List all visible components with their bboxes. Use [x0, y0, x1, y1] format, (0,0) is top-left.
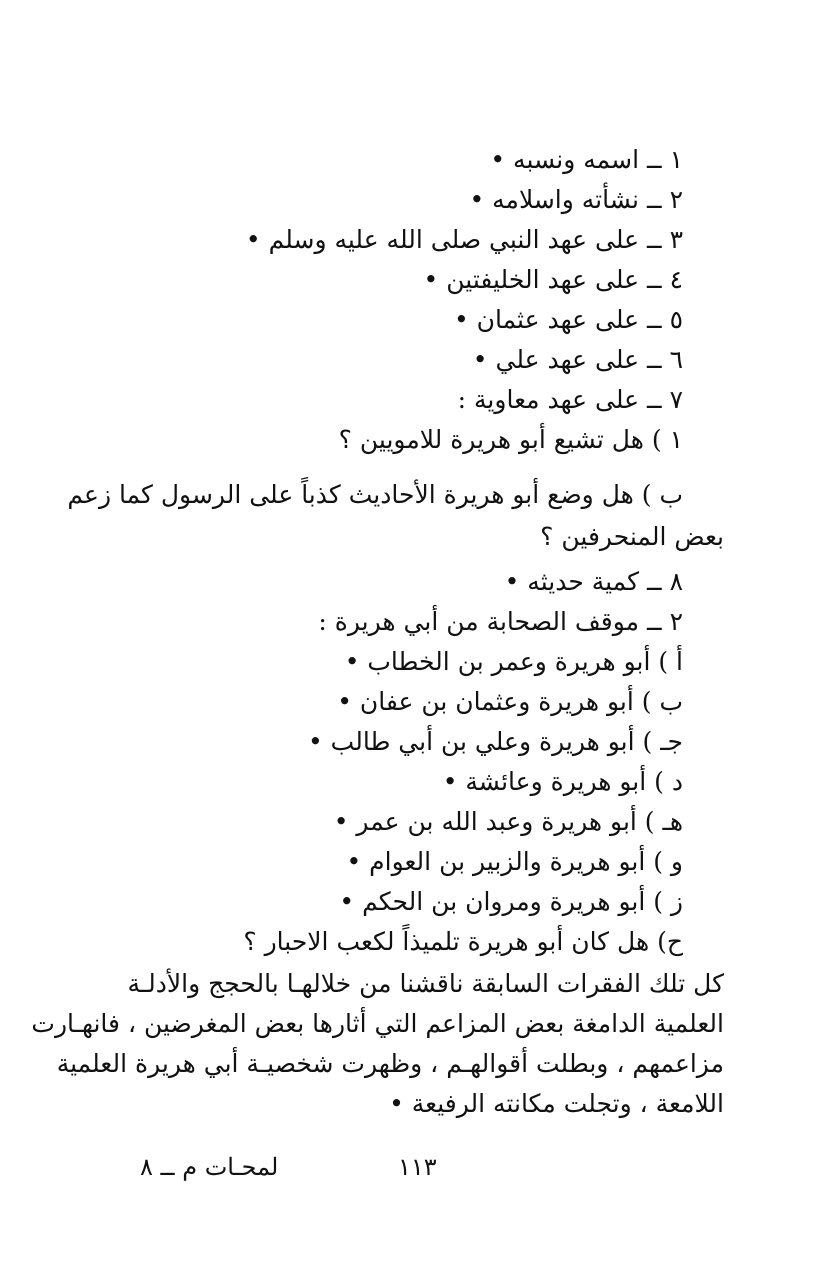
outline-item: ٥ ــ على عهد عثمان • — [453, 305, 683, 334]
paragraph-line: كل تلك الفقرات السابقة ناقشنا من خلالهـا بالحجج والأدلـة — [127, 969, 724, 998]
paragraph-line: مزاعمهم ، وبطلت أقوالهـم ، وظهرت شخصيـة أبي هريرة العلمية — [56, 1049, 724, 1078]
page-number: ١١٣ — [398, 1153, 437, 1181]
outline-subitem: أ ) أبو هريرة وعمر بن الخطاب • — [344, 647, 683, 676]
outline-subitem: و ) أبو هريرة والزبير بن العوام • — [346, 847, 683, 876]
paragraph-line: العلمية الدامغة بعض المزاعم التي أثارها بعض المغرضين ، فانهـارت — [31, 1009, 724, 1038]
outline-subitem: ز ) أبو هريرة ومروان بن الحكم • — [339, 887, 683, 916]
outline-item: ٧ ــ على عهد معاوية : — [457, 385, 683, 414]
outline-item: ١ ــ اسمه ونسبه • — [490, 145, 683, 174]
outline-subitem: هـ ) أبو هريرة وعبد الله بن عمر • — [333, 807, 683, 836]
outline-item: ٣ ــ على عهد النبي صلى الله عليه وسلم • — [245, 225, 683, 254]
outline-item: ٦ ــ على عهد علي • — [472, 345, 683, 374]
outline-item: ٤ ــ على عهد الخليفتين • — [423, 265, 683, 294]
signature-mark: لمحـات م ــ ٨ — [140, 1153, 279, 1181]
outline-item: ٨ ــ كمية حديثه • — [504, 567, 683, 596]
outline-subitem: ب ) هل وضع أبو هريرة الأحاديث كذباً على الرسول كما زعم — [67, 480, 683, 509]
outline-subitem: جـ ) أبو هريرة وعلي بن أبي طالب • — [307, 727, 683, 756]
outline-subitem: ١ ) هل تشيع أبو هريرة للامويين ؟ — [338, 425, 683, 454]
outline-subitem: ب ) أبو هريرة وعثمان بن عفان • — [337, 687, 683, 716]
paragraph-line: اللامعة ، وتجلت مكانته الرفيعة • — [389, 1089, 724, 1118]
outline-subitem: د ) أبو هريرة وعائشة • — [442, 767, 683, 796]
outline-item: ٢ ــ نشأته واسلامه • — [469, 185, 683, 214]
outline-subitem: ح) هل كان أبو هريرة تلميذاً لكعب الاحبار ؟ — [243, 927, 683, 956]
outline-item: ٢ ــ موقف الصحابة من أبي هريرة : — [318, 607, 683, 636]
outline-subitem-continuation: بعض المنحرفين ؟ — [540, 522, 724, 551]
